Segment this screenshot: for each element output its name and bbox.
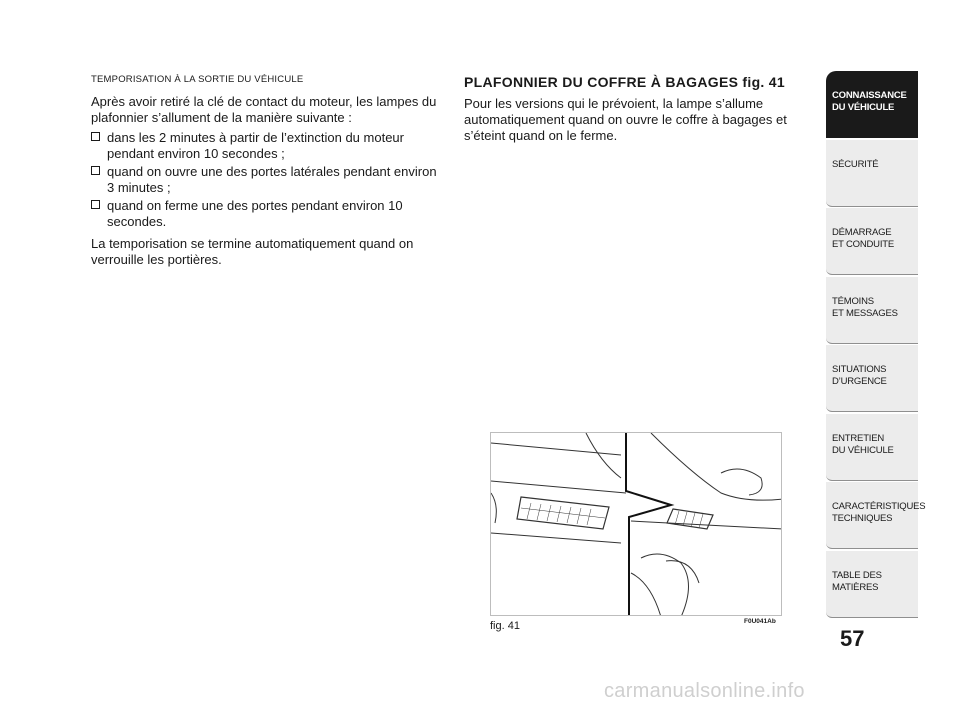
chapter-tabs <box>826 71 926 619</box>
list-item: dans les 2 minutes à partir de l’extinction du moteur pendant environ 10 secondes ; <box>91 130 441 162</box>
tab-connaissance-vehicule[interactable]: CONNAISSANCE DU VÉHICULE <box>826 71 918 138</box>
checkbox-bullet-icon <box>91 200 100 209</box>
trunk-lamp-drawing <box>491 433 782 616</box>
checkbox-bullet-icon <box>91 166 100 175</box>
body-paragraph: Pour les versions qui le prévoient, la lampe s’allume automatiquement quand on ouvre le coffre à bagages et s’éteint quand on le ferme. <box>464 96 787 143</box>
tab-entretien-vehicule[interactable]: ENTRETIEN DU VÉHICULE <box>826 414 918 481</box>
tab-caracteristiques-techniques[interactable]: CARACTÉRISTIQUES TECHNIQUES <box>826 482 918 549</box>
conditions-list <box>91 130 441 230</box>
page-number: 57 <box>840 626 865 651</box>
section-heading: PLAFONNIER DU COFFRE À BAGAGES fig. 41 <box>464 74 785 90</box>
list-item: quand on ferme une des portes pendant environ 10 secondes. <box>91 198 441 230</box>
section-subheading: TEMPORISATION À LA SORTIE DU VÉHICULE <box>91 74 304 85</box>
outro-paragraph: La temporisation se termine automatiquement quand on verrouille les portières. <box>91 236 414 267</box>
figure-41-illustration <box>490 432 782 616</box>
tab-table-matieres[interactable]: TABLE DES MATIÈRES <box>826 551 918 618</box>
figure-caption: fig. 41 <box>490 620 520 632</box>
intro-paragraph: Après avoir retiré la clé de contact du moteur, les lampes du plafonnier s’allument de la manière suivante : <box>91 94 437 125</box>
list-item: quand on ouvre une des portes latérales pendant environ 3 minutes ; <box>91 164 441 196</box>
right-column <box>464 74 814 148</box>
tab-situations-urgence[interactable]: SITUATIONS D’URGENCE <box>826 345 918 412</box>
tab-temoins-messages[interactable]: TÉMOINS ET MESSAGES <box>826 277 918 344</box>
tab-securite[interactable]: SÉCURITÉ <box>826 140 918 207</box>
tab-demarrage-conduite[interactable]: DÉMARRAGE ET CONDUITE <box>826 208 918 275</box>
figure-code: F0U041Ab <box>744 618 776 625</box>
left-column <box>91 74 441 272</box>
checkbox-bullet-icon <box>91 132 100 141</box>
watermark: carmanualsonline.info <box>604 680 805 702</box>
